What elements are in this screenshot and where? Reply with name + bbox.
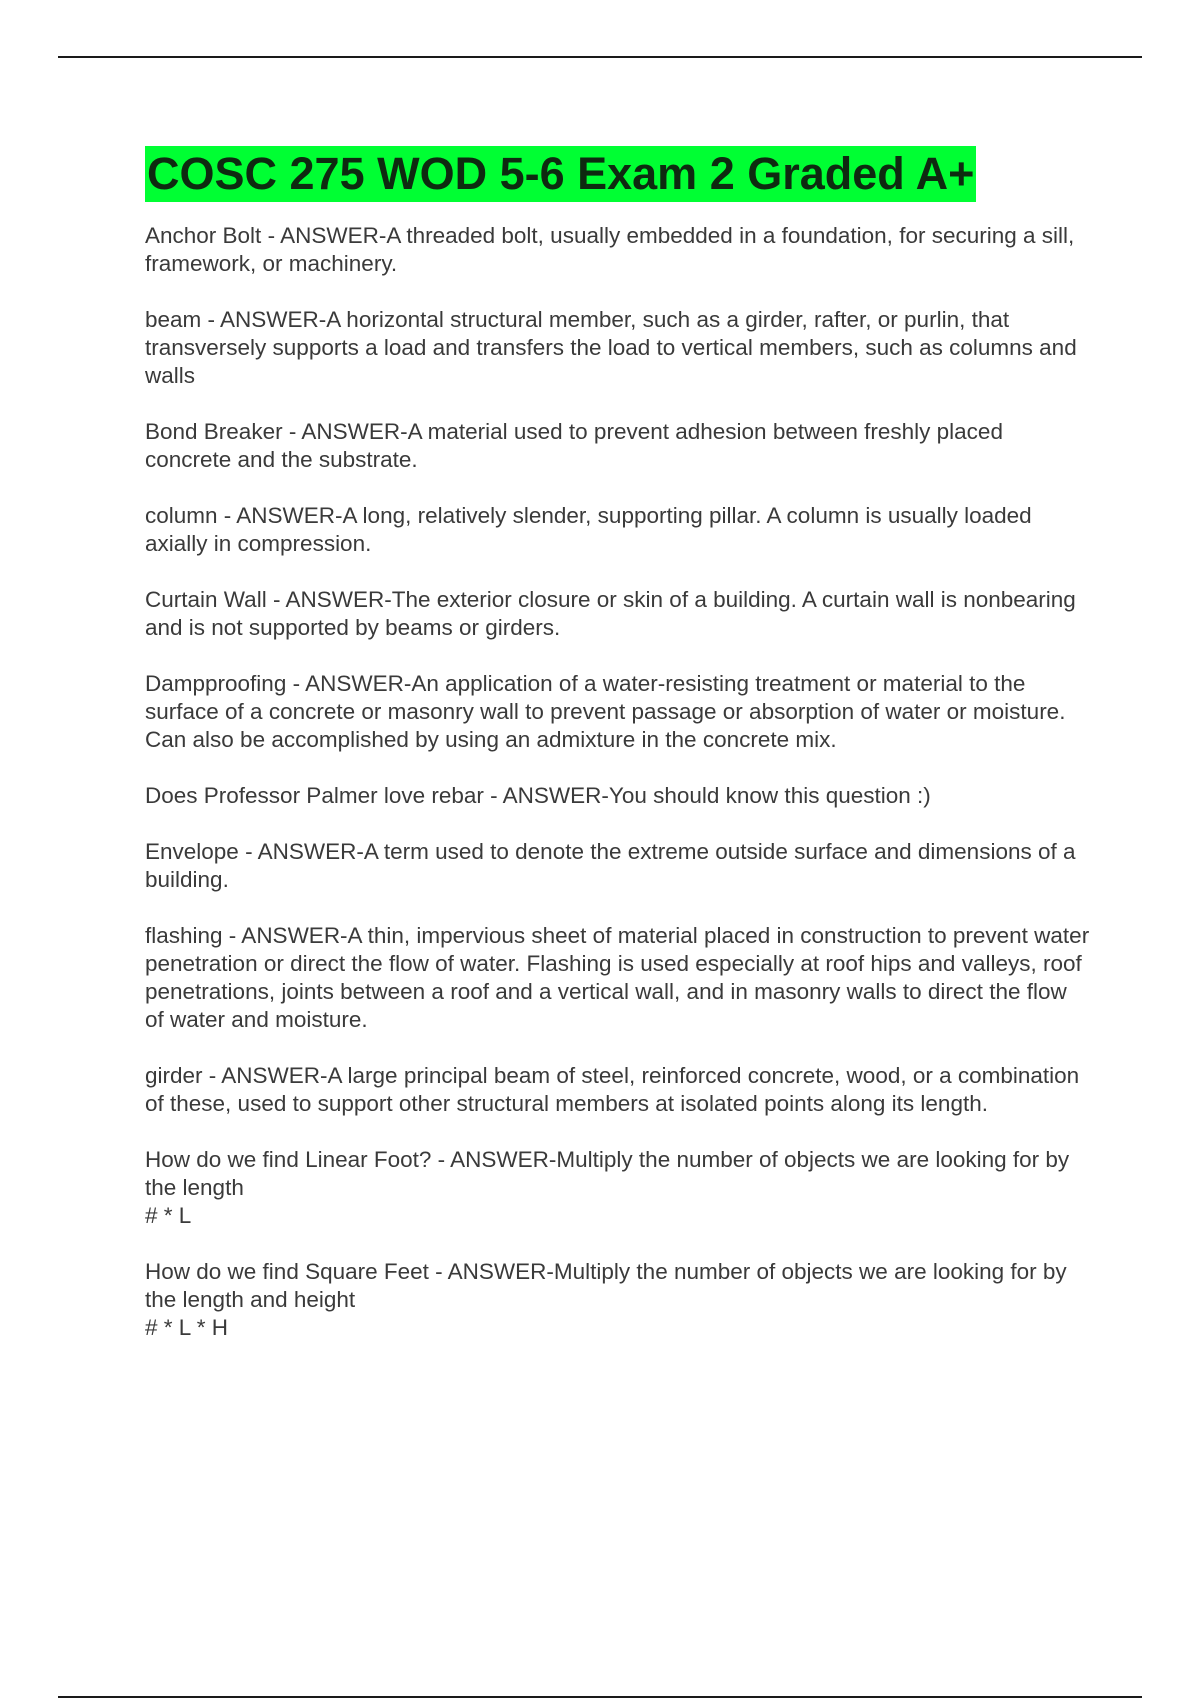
document-body (145, 146, 1090, 1370)
qa-entry-curtain-wall: Curtain Wall - ANSWER-The exterior closure or skin of a building. A curtain wall is nonbearing and is not supported by beams or girders. (145, 587, 1076, 640)
qa-entry-column: column - ANSWER-A long, relatively slender, supporting pillar. A column is usually loaded axially in compression. (145, 503, 1032, 556)
qa-entry-rebar: Does Professor Palmer love rebar - ANSWER-You should know this question :) (145, 783, 931, 808)
qa-entry-envelope: Envelope - ANSWER-A term used to denote the extreme outside surface and dimensions of a building. (145, 839, 1076, 892)
qa-list (145, 222, 1090, 1342)
qa-entry-dampproofing: Dampproofing - ANSWER-An application of a water-resisting treatment or material to the surface of a concrete or masonry wall to prevent passage or absorption of water or moisture. Can also be accomplished by using an admixture in the concrete mix. (145, 671, 1066, 752)
qa-entry-girder: girder - ANSWER-A large principal beam of steel, reinforced concrete, wood, or a combination of these, used to support other structural members at isolated points along its length. (145, 1063, 1080, 1116)
qa-entry-square-feet: How do we find Square Feet - ANSWER-Multiply the number of objects we are looking for by the length and height # * L * H (145, 1259, 1067, 1340)
qa-entry-flashing: flashing - ANSWER-A thin, impervious sheet of material placed in construction to prevent water penetration or direct the flow of water. Flashing is used especially at roof hips and valleys, roof penetrations, joints between a roof and a vertical wall, and in masonry walls to direct the flow of water and moisture. (145, 923, 1090, 1032)
bottom-rule (58, 1696, 1142, 1698)
qa-entry-beam: beam - ANSWER-A horizontal structural member, such as a girder, rafter, or purlin, that transversely supports a load and transfers the load to vertical members, such as columns and walls (145, 307, 1077, 388)
document-title: COSC 275 WOD 5-6 Exam 2 Graded A+ (145, 146, 976, 202)
qa-entry-anchor-bolt: Anchor Bolt - ANSWER-A threaded bolt, usually embedded in a foundation, for securing a sill, framework, or machinery. (145, 223, 1075, 276)
qa-entry-linear-foot: How do we find Linear Foot? - ANSWER-Multiply the number of objects we are looking for by the length # * L (145, 1147, 1070, 1228)
top-rule (58, 56, 1142, 58)
qa-entry-bond-breaker: Bond Breaker - ANSWER-A material used to prevent adhesion between freshly placed concrete and the substrate. (145, 419, 1003, 472)
